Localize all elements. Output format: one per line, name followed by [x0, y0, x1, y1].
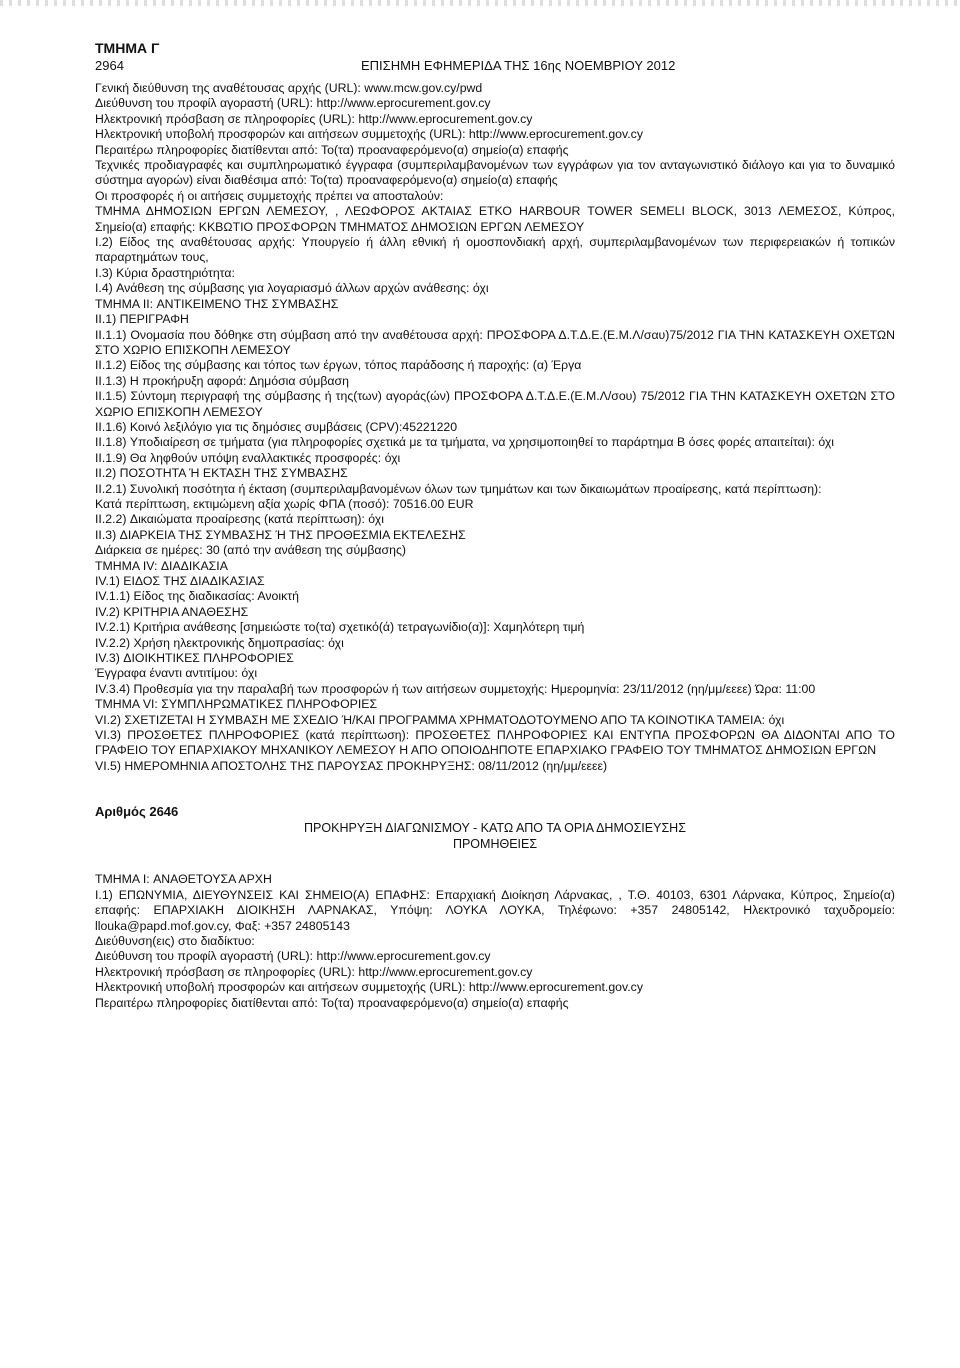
text-line: II.2.1) Συνολική ποσότητα ή έκταση (συμπεριλαμβανομένων όλων των τμημάτων και των δικαιωμάτων προαίρεσης, κατά περίπτωση): — [95, 481, 822, 496]
notice-title-line: ΠΡΟΜΗΘΕΙΕΣ — [452, 837, 538, 852]
text-line: ΤΜΗΜΑ II: ΑΝΤΙΚΕΙΜΕΝΟ ΤΗΣ ΣΥΜΒΑΣΗΣ — [95, 296, 339, 311]
text-line: I.4) Ανάθεση της σύμβασης για λογαριασμό άλλων αρχών ανάθεσης: όχι — [95, 281, 489, 296]
text-line: II.1.5) Σύντομη περιγραφή της σύμβασης ή της(των) αγοράς(ών) ΠΡΟΣΦΟΡΑ Δ.Τ.Δ.Ε.(Ε.Μ.Λ/σου) 75/2012 ΓΙΑ ΤΗΝ ΚΑΤΑΣΚΕΥΗ ΟΧΕΤΩΝ ΣΤΟ ΧΩΡΙΟ ΕΠΙΣΚΟΠΗ ΛΕΜΕΣΟΥ — [95, 389, 895, 419]
text-line: I.3) Κύρια δραστηριότητα: — [95, 265, 235, 280]
text-line: II.1) ΠΕΡΙΓΡΑΦΗ — [95, 312, 189, 327]
text-line: IV.1) ΕΙΔΟΣ ΤΗΣ ΔΙΑΔΙΚΑΣΙΑΣ — [95, 574, 265, 588]
text-line: VI.3) ΠΡΟΣΘΕΤΕΣ ΠΛΗΡΟΦΟΡΙΕΣ (κατά περίπτωση): ΠΡΟΣΘΕΤΕΣ ΠΛΗΡΟΦΟΡΙΕΣ ΚΑΙ ΕΝΤΥΠΑ ΠΡΟΣΦΟΡΩΝ ΘΑ ΔΙΔΟΝΤΑΙ ΑΠΟ ΤΟ ΓΡΑΦΕΙΟ ΤΟΥ ΕΠΑΡΧΙΑΚΟΥ ΜΗΧΑΝΙΚΟΥ ΛΕΜΕΣΟΥ Η ΑΠΟ ΟΠΟΙΟΔΗΠΟΤΕ ΕΠΑΡΧΙΑΚΟ ΓΡΑΦΕΙΟ ΤΟΥ ΤΜΗΜΑΤΟΣ ΔΗΜΟΣΙΩΝ ΕΡΓΩΝ — [95, 728, 895, 758]
text-line: I.2) Είδος της αναθέτουσας αρχής: Υπουργείο ή άλλη εθνική ή ομοσπονδιακή αρχή, συμπεριλαμβανομένων των περιφερειακών ή τοπικών παραρτημάτων τους, — [95, 235, 895, 265]
text-line: Διεύθυνση του προφίλ αγοραστή (URL): http://www.eprocurement.gov.cy — [95, 96, 491, 111]
text-line: II.1.6) Κοινό λεξιλόγιο για τις δημόσιες συμβάσεις (CPV):45221220 — [95, 419, 458, 434]
text-line: VI.2) ΣΧΕΤΙΖΕΤΑΙ Η ΣΥΜΒΑΣΗ ΜΕ ΣΧΕΔΙΟ Ή/ΚΑΙ ΠΡΟΓΡΑΜΜΑ ΧΡΗΜΑΤΟΔΟΤΟΥΜΕΝΟ ΑΠΟ ΤΑ ΚΟΙΝΟΤΙΚΑ ΤΑΜΕΙΑ: όχι — [95, 712, 785, 727]
running-header — [95, 57, 895, 77]
notice-body-2646 — [95, 872, 895, 1011]
section-label: ΤΜΗΜΑ Γ — [95, 40, 160, 56]
text-line: IV.2.2) Χρήση ηλεκτρονικής δημοπρασίας: όχι — [95, 635, 344, 650]
text-line: Ηλεκτρονική πρόσβαση σε πληροφορίες (URL): http://www.eprocurement.gov.cy — [95, 111, 533, 126]
notice-title-line: ΠΡΟΚΗΡΥΞΗ ΔΙΑΓΩΝΙΣΜΟΥ - ΚΑΤΩ ΑΠΟ ΤΑ ΟΡΙΑ ΔΗΜΟΣΙΕΥΣΗΣ — [304, 821, 686, 836]
text-line: Ηλεκτρονική υποβολή προσφορών και αιτήσεων συμμετοχής (URL): http://www.eprocurement.gov.cy — [95, 980, 643, 995]
text-line: Διάρκεια σε ημέρες: 30 (από την ανάθεση της σύμβασης) — [95, 543, 406, 558]
text-line: Διεύθυνση του προφίλ αγοραστή (URL): http://www.eprocurement.gov.cy — [95, 949, 491, 964]
text-line: IV.2) ΚΡΙΤΗΡΙΑ ΑΝΑΘΕΣΗΣ — [95, 604, 249, 619]
text-line: Περαιτέρω πληροφορίες διατίθενται από: Το(τα) προαναφερόμενο(α) σημείο(α) επαφής — [95, 142, 569, 157]
text-line: ΤΜΗΜΑ I: ΑΝΑΘΕΤΟΥΣΑ ΑΡΧΗ — [95, 872, 272, 887]
text-line: ΤΜΗΜΑ ΔΗΜΟΣΙΩΝ ΕΡΓΩΝ ΛΕΜΕΣΟΥ, , ΛΕΩΦΟΡΟΣ ΑΚΤΑΙΑΣ ΕΤΚΟ HARBOUR TOWER SEMELI BLOCK, 3013 ΛΕΜΕΣΟΣ, Κύπρος, Σημείο(α) επαφής: ΚΚΒΩΤΙΟ ΠΡΟΣΦΟΡΩΝ ΤΜΗΜΑΤΟΣ ΔΗΜΟΣΙΩΝ ΕΡΓΩΝ ΛΕΜΕΣΟΥ — [95, 204, 895, 234]
text-line: IV.3.4) Προθεσμία για την παραλαβή των προσφορών ή των αιτήσεων συμμετοχής: Ημερομηνία: 23/11/2012 (ηη/μμ/εεεε) Ώρα: 11:00 — [95, 681, 816, 696]
text-line: IV.2.1) Κριτήρια ανάθεσης [σημειώστε το(τα) σχετικό(ά) τετραγωνίδιο(α)]: Χαμηλότερη τιμή — [95, 620, 585, 635]
text-line: Ηλεκτρονική πρόσβαση σε πληροφορίες (URL): http://www.eprocurement.gov.cy — [95, 964, 533, 979]
notice-number: Αριθμός 2646 — [95, 804, 179, 820]
scan-artifact — [0, 0, 960, 6]
gazette-page — [95, 40, 895, 1011]
text-line: Κατά περίπτωση, εκτιμώμενη αξία χωρίς ΦΠΑ (ποσό): 70516.00 EUR — [95, 496, 474, 511]
text-line: II.1.9) Θα ληφθούν υπόψη εναλλακτικές προσφορές: όχι — [95, 450, 401, 465]
text-line: Διεύθυνση(εις) στο διαδίκτυο: — [95, 933, 255, 948]
page-number: 2964 — [95, 58, 124, 73]
text-line: II.3) ΔΙΑΡΚΕΙΑ ΤΗΣ ΣΥΜΒΑΣΗΣ Ή ΤΗΣ ΠΡΟΘΕΣΜΙΑ ΕΚΤΕΛΕΣΗΣ — [95, 527, 466, 542]
text-line: II.1.8) Υποδιαίρεση σε τμήματα (για πληροφορίες σχετικά με τα τμήματα, να χρησιμοποιηθεί το παράρτημα Β όσες φορές απαιτείται): όχι — [95, 435, 835, 450]
text-line: II.1.1) Ονομασία που δόθηκε στη σύμβαση από την αναθέτουσα αρχή: ΠΡΟΣΦΟΡΑ Δ.Τ.Δ.Ε.(Ε.Μ.Λ/σαυ)75/2012 ΓΙΑ ΤΗΝ ΚΑΤΑΣΚΕΥΗ ΟΧΕΤΩΝ ΣΤΟ ΧΩΡΙΟ ΕΠΙΣΚΟΠΗ ΛΕΜΕΣΟΥ — [95, 327, 895, 357]
text-line: Τεχνικές προδιαγραφές και συμπληρωματικό έγγραφα (συμπεριλαμβανομένων των εγγράφων για τον ανταγωνιστικό διάλογο και για το δυναμικό σύστημα αγορών) είναι διαθέσιμα από: Το(τα) προαναφερόμενο(α) σημείο(α) επαφής — [95, 158, 895, 188]
text-line: Γενική διεύθυνση της αναθέτουσας αρχής (URL): www.mcw.gov.cy/pwd — [95, 81, 483, 95]
text-line: Έγγραφα έναντι αντιτίμου: όχι — [95, 666, 258, 681]
text-line: Περαιτέρω πληροφορίες διατίθενται από: Το(τα) προαναφερόμενο(α) σημείο(α) επαφής — [95, 995, 569, 1010]
notice-title — [95, 820, 895, 852]
notice-heading — [95, 804, 895, 868]
gazette-title: ΕΠΙΣΗΜΗ ΕΦΗΜΕΡΙΔΑ ΤΗΣ 16ης ΝΟΕΜΒΡΙΟΥ 2012 — [361, 58, 676, 73]
text-line: ΤΜΗΜΑ VI: ΣΥΜΠΛΗΡΩΜΑΤΙΚΕΣ ΠΛΗΡΟΦΟΡΙΕΣ — [95, 697, 378, 712]
text-line: Ηλεκτρονική υποβολή προσφορών και αιτήσεων συμμετοχής (URL): http://www.eprocurement.gov.cy — [95, 127, 643, 142]
text-line: II.1.2) Είδος της σύμβασης και τόπος των έργων, τόπος παράδοσης ή παροχής: (α) Έργα — [95, 358, 582, 373]
text-line: Οι προσφορές ή οι αιτήσεις συμμετοχής πρέπει να αποσταλούν: — [95, 188, 444, 203]
text-line: II.2) ΠΟΣΟΤΗΤΑ Ή ΕΚΤΑΣΗ ΤΗΣ ΣΥΜΒΑΣΗΣ — [95, 466, 348, 481]
notice-body-previous — [95, 81, 895, 774]
text-line: ΤΜΗΜΑ IV: ΔΙΑΔΙΚΑΣΙΑ — [95, 558, 228, 573]
text-line: IV.3) ΔΙΟΙΚΗΤΙΚΕΣ ΠΛΗΡΟΦΟΡΙΕΣ — [95, 651, 294, 666]
text-line: VI.5) ΗΜΕΡΟΜΗΝΙΑ ΑΠΟΣΤΟΛΗΣ ΤΗΣ ΠΑΡΟΥΣΑΣ ΠΡΟΚΗΡΥΞΗΣ: 08/11/2012 (ηη/μμ/εεεε) — [95, 758, 608, 773]
text-line: II.1.3) Η προκήρυξη αφορά: Δημόσια σύμβαση — [95, 373, 349, 388]
text-line: IV.1.1) Είδος της διαδικασίας: Ανοικτή — [95, 589, 299, 604]
text-line: II.2.2) Δικαιώματα προαίρεσης (κατά περίπτωση): όχι — [95, 512, 384, 527]
text-line: I.1) ΕΠΩΝΥΜΙΑ, ΔΙΕΥΘΥΝΣΕΙΣ ΚΑΙ ΣΗΜΕΙΟ(Α) ΕΠΑΦΗΣ: Επαρχιακή Διοίκηση Λάρνακας, , Τ.Θ. 40103, 6301 Λάρνακα, Κύπρος, Σημείο(α) επαφής: ΕΠΑΡΧΙΑΚΗ ΔΙΟΙΚΗΣΗ ΛΑΡΝΑΚΑΣ, Υπόψη: ΛΟΥΚΑ ΛΟΥΚΑ, Τηλέφωνο: +357 24805142, Ηλεκτρονικό ταχυδρομείο: llouka@papd.mof.gov.cy, Φαξ: +357 24805143 — [95, 887, 895, 933]
